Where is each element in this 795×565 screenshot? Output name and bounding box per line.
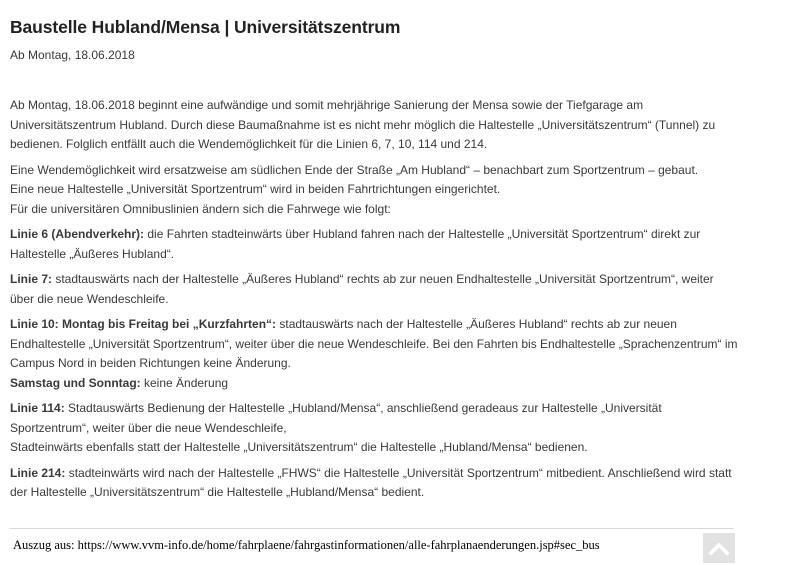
- paragraph-linie-6: [10, 225, 740, 264]
- linie-114-text-2: Stadteinwärts ebenfalls statt der Haltestelle „Universitätszentrum“ die Haltestelle „Hubland/Mensa“ bedienen.: [10, 440, 588, 454]
- paragraph-wende: [10, 161, 740, 220]
- article-body: [10, 96, 740, 503]
- wende-line-1: Eine Wendemöglichkeit wird ersatzweise am südlichen Ende der Straße „Am Hubland“ – benachbart zum Sportzentrum – gebaut.: [10, 162, 699, 177]
- linie-10-label: Linie 10: Montag bis Freitag bei „Kurzfahrten“:: [10, 317, 277, 331]
- linie-7-label: Linie 7:: [10, 272, 53, 286]
- paragraph-linie-114: [10, 399, 740, 458]
- source-text: Auszug aus: https://www.vvm-info.de/home/fahrplaene/fahrgastinformationen/alle-fahrplanaenderungen.jsp#sec_bus: [13, 538, 600, 552]
- wende-line-3: Für die universitären Omnibuslinien ändern sich die Fahrwege wie folgt:: [10, 201, 391, 216]
- linie-10-text: stadtauswärts nach der Haltestelle „Äußeres Hubland“ rechts ab zur neuen Endhaltestelle „Universität Sportzentrum“, weiter über die neue Wendeschleife. Bei den Fahrten bis Endhaltestelle „Sprachenzentrum“ im Campus Nord in beiden Richtungen keine Änderung.: [10, 317, 738, 370]
- paragraph-linie-10: [10, 315, 740, 393]
- page-title: Baustelle Hubland/Mensa | Universitätszentrum: [10, 17, 401, 37]
- paragraph-linie-214: [10, 464, 740, 503]
- linie-10-weekend-text: keine Änderung: [140, 375, 229, 390]
- linie-7-text: stadtauswärts nach der Haltestelle „Äußeres Hubland“ rechts ab zur neuen Endhaltestelle „Universität Sportzentrum“, weiter über die neue Wendeschleife.: [10, 272, 714, 306]
- source-box: [10, 528, 734, 562]
- linie-114-label: Linie 114:: [10, 401, 65, 415]
- paragraph-linie-7: [10, 270, 740, 309]
- back-to-top-button[interactable]: [703, 533, 735, 563]
- linie-6-text: die Fahrten stadteinwärts über Hubland fahren nach der Haltestelle „Universität Sportzentrum“ direkt zur Haltestelle „Äußeres Hubland“.: [10, 227, 701, 261]
- article-date: Ab Montag, 18.06.2018: [10, 48, 135, 62]
- linie-6-label: Linie 6 (Abendverkehr):: [10, 227, 145, 241]
- linie-214-label: Linie 214:: [10, 465, 66, 480]
- linie-114-text-1: Stadtauswärts Bedienung der Haltestelle „Hubland/Mensa“, anschließend geradeaus zur Haltestelle „Universität Sportzentrum“, weiter über die neue Wendeschleife,: [10, 401, 662, 435]
- paragraph-intro: Ab Montag, 18.06.2018 beginnt eine aufwändige und somit mehrjährige Sanierung der Mensa sowie der Tiefgarage am Universitätszentrum Hubland. Durch diese Baumaßnahme ist es nicht mehr möglich die Haltestelle „Universitätszentrum“ (Tunnel) zu bedienen. Folglich entfällt auch die Wendemöglichkeit für die Linien 6, 7, 10, 114 und 214.: [10, 98, 716, 151]
- linie-10-weekend-label: Samstag und Sonntag:: [10, 375, 141, 390]
- chevron-up-icon: [703, 533, 735, 563]
- wende-line-2: Eine neue Haltestelle „Universität Sportzentrum“ wird in beiden Fahrtrichtungen eingerichtet.: [10, 182, 501, 196]
- article: [10, 16, 740, 509]
- linie-214-text: stadteinwärts wird nach der Haltestelle „FHWS“ die Haltestelle „Universität Sportzentrum“ mitbedient. Anschließend wird statt der Haltestelle „Universitätszentrum“ die Haltestelle „Hubland/Mensa“ bedient.: [10, 465, 732, 499]
